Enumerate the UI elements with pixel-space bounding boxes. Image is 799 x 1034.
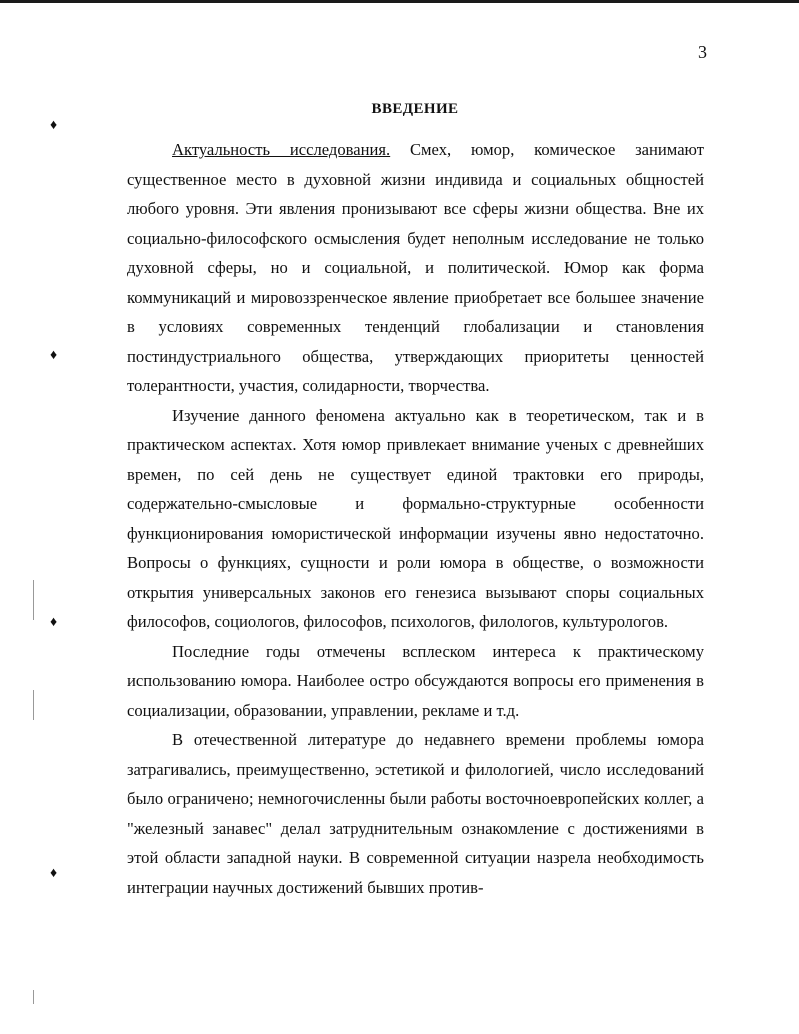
paragraph-recent-years: Последние годы отмечены всплеском интереса к практическому использованию юмора. Наиболее остро обсуждаются вопросы его применения в социализации, образовании, управлении, рекламе и т.д. [127,641,704,720]
scan-top-border [0,0,799,3]
section-heading: ВВЕДЕНИЕ [371,101,459,117]
scan-speck [33,990,34,1004]
paragraph-study: Изучение данного феномена актуально как в теоретическом, так и в практическом аспектах. Хотя юмор привлекает внимание ученых с древнейших времен, по сей день не существует единой трактовки его природы, содержательно-смысловые и формально-структурные особенности функционирования юмористической информации изучены явно недостаточно. Вопросы о функциях, сущности и роли юмора в обществе, о возможности открытия универсальных законов его генезиса вызывают споры социальных философов, социологов, философов, психологов, филологов, культурологов. [127,405,704,631]
scan-speck [33,690,34,720]
body-text [127,135,704,902]
paragraph-domestic-literature: В отечественной литературе до недавнего времени проблемы юмора затрагивались, преимущественно, эстетикой и филологией, число исследований было ограничено; немногочисленны были работы восточноевропейских коллег, а "железный занавес" делал затруднительным ознакомление с достижениями в этой области западной науки. В современной ситуации назрела необходимость интеграции научных достижений бывших против- [127,730,704,897]
paragraph-relevance [127,135,704,401]
binder-hole-mark: ♦ [50,348,58,363]
relevance-lead: Актуальность исследования. [172,140,391,159]
scan-speck [33,580,34,620]
relevance-text: Смех, юмор, комическое занимают существенное место в духовной жизни индивида и социальных общностей любого уровня. Эти явления пронизывают все сферы жизни общества. Вне их социально-философского осмысления будет неполным исследование не только духовной сферы, но и социальной, и политической. Юмор как форма коммуникаций и мировоззренческое явление приобретает все большее значение в условиях современных тенденций глобализации и становления постиндустриального общества, утверждающих приоритеты ценностей толерантности, участия, солидарности, творчества. [127,140,704,395]
binder-hole-mark: ♦ [50,615,58,630]
binder-hole-mark: ♦ [50,118,58,133]
page-number: 3 [698,42,707,62]
binder-hole-mark: ♦ [50,866,58,881]
